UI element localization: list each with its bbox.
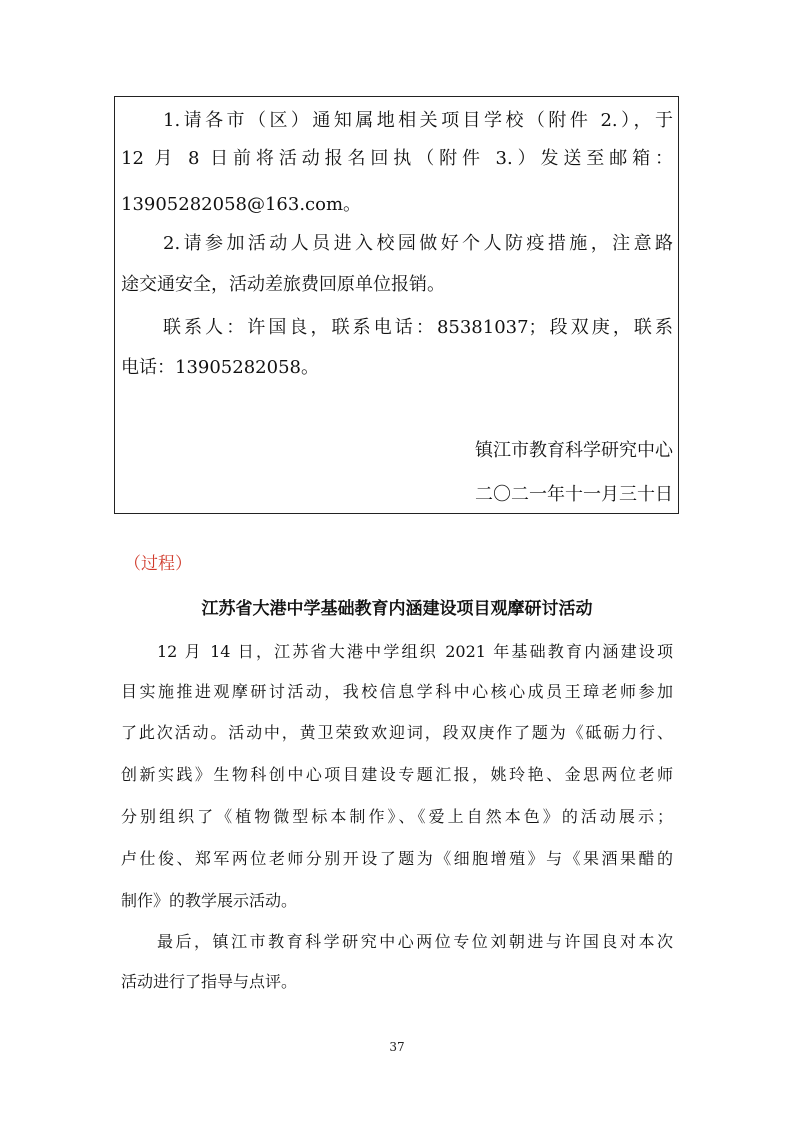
- notice-box: [114, 96, 679, 514]
- article-line-2: 目实施推进观摩研讨活动，我校信息学科中心核心成员王璋老师参加: [121, 682, 673, 701]
- signature-org: 镇江市教育科学研究中心: [475, 440, 673, 461]
- notice-line-1: 1.请各市（区）通知属地相关项目学校（附件 2.），于: [163, 110, 673, 131]
- article-line-6: 卢仕俊、郑军两位老师分别开设了题为《细胞增殖》与《果酒果醋的: [121, 849, 673, 868]
- article-line-9: 活动进行了指导与点评。: [121, 972, 298, 991]
- section-label: （过程）: [124, 554, 192, 574]
- article-line-3: 了此次活动。活动中，黄卫荣致欢迎词，段双庚作了题为《砥砺力行、: [121, 723, 673, 742]
- article-line-4: 创新实践》生物科创中心项目建设专题汇报，姚玲艳、金思两位老师: [121, 765, 673, 784]
- signature-date: 二〇二一年十一月三十日: [475, 484, 673, 505]
- article-line-7: 制作》的教学展示活动。: [121, 891, 298, 910]
- article-title: 江苏省大港中学基础教育内涵建设项目观摩研讨活动: [201, 599, 593, 619]
- article-line-5: 分别组织了《植物微型标本制作》、《爱上自然本色》的活动展示；: [121, 807, 673, 826]
- notice-line-6: 联系人：许国良，联系电话：85381037；段双庚，联系: [163, 317, 673, 338]
- notice-line-4: 2.请参加活动人员进入校园做好个人防疫措施，注意路: [163, 233, 673, 254]
- article-line-8: 最后，镇江市教育科学研究中心两位专位刘朝进与许国良对本次: [157, 932, 673, 951]
- notice-line-3: 13905282058@163.com。: [121, 194, 362, 215]
- article-line-1: 12 月 14 日，江苏省大港中学组织 2021 年基础教育内涵建设项: [157, 642, 673, 661]
- notice-line-5: 途交通安全，活动差旅费回原单位报销。: [121, 274, 445, 295]
- notice-line-2: 12 月 8 日前将活动报名回执（附件 3.）发送至邮箱：: [121, 148, 673, 169]
- page-number: 37: [389, 1040, 405, 1054]
- notice-line-7: 电话：13905282058。: [121, 357, 319, 378]
